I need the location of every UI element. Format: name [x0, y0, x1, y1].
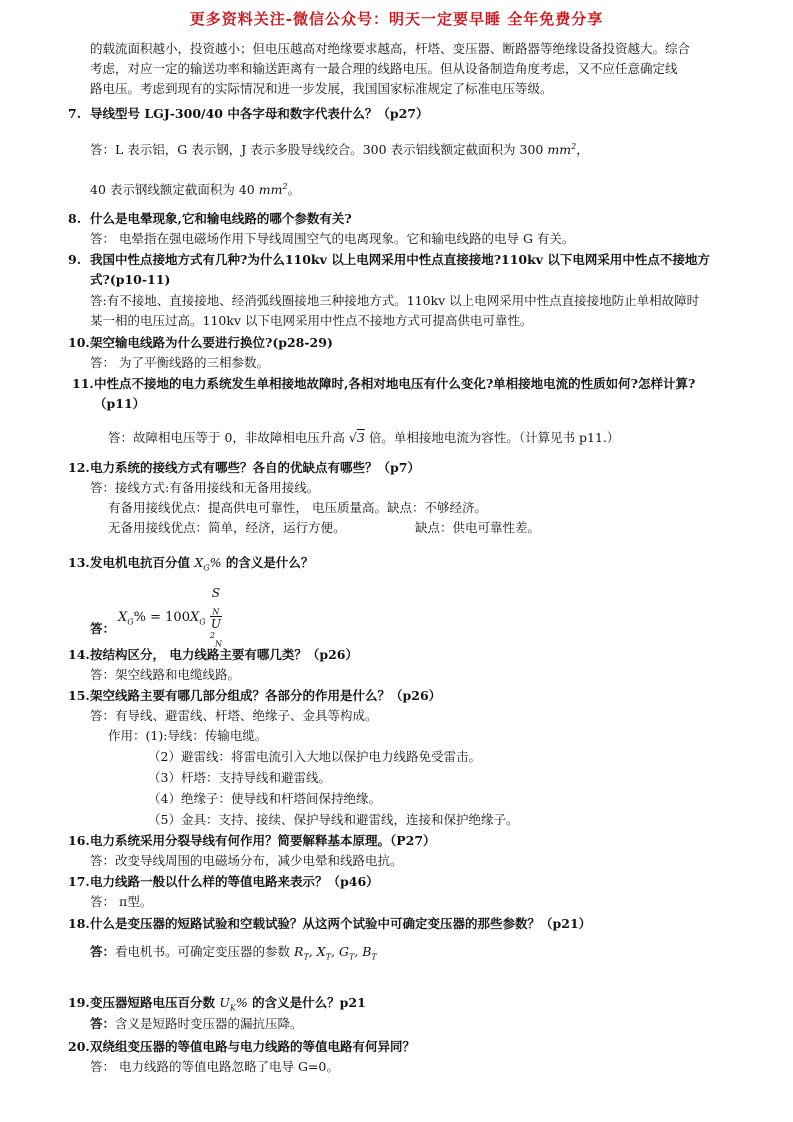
answer-15-line-2: 作用：(1):导线：传输电缆。	[108, 728, 268, 743]
symbol-xg	[194, 555, 222, 573]
param-x: X	[316, 944, 326, 959]
question-text: 按结构区分， 电力线路主要有哪几类？（p26）	[90, 647, 358, 662]
question-number: 11.	[72, 376, 94, 391]
num-symbol: S	[211, 586, 221, 600]
answer-18	[90, 942, 377, 962]
answer-8: 答： 电晕指在强电磁场作用下导线周围空气的电离现象。它和输电线路的电导 G 有关。	[90, 231, 575, 246]
answer-14: 答：架空线路和电缆线路。	[90, 667, 241, 682]
param-g: G	[338, 944, 349, 959]
question-8	[68, 209, 352, 227]
formula-13	[118, 586, 222, 649]
formula-fraction	[210, 586, 222, 649]
question-number: 13.	[68, 555, 90, 570]
den-sub: N	[214, 639, 222, 649]
question-text: 什么是电晕现象,它和输电线路的哪个参数有关?	[90, 211, 352, 226]
answer-text: 答：故障相电压等于 0，非故障相电压升高	[108, 430, 345, 445]
answer-11	[108, 428, 619, 446]
question-number: 8.	[68, 211, 82, 226]
question-text: 发电机电抗百分值	[90, 555, 191, 570]
den-symbol: U	[210, 617, 221, 632]
answer-15-item: （3）杆塔：支持导线和避雷线。	[148, 770, 331, 785]
question-9	[68, 250, 710, 268]
answer-12-line-3: 无备用接线优点：简单，经济，运行方便。	[108, 520, 346, 535]
question-text: 电力系统采用分裂导线有何作用？简要解释基本原理。（P27）	[90, 833, 436, 848]
symbol-letter: U	[219, 995, 230, 1010]
unit-text: mm	[258, 182, 283, 197]
question-text: 电力系统的接线方式有哪些？各自的优缺点有哪些？（p7）	[90, 460, 420, 475]
question-text: 架空线路主要有哪几部分组成？各部分的作用是什么？（p26）	[90, 688, 442, 703]
symbol-percent: %	[235, 995, 248, 1010]
unit-mm	[259, 182, 288, 197]
question-text: 双绕组变压器的等值电路与电力线路的等值电路有何异同？	[90, 1039, 416, 1054]
intro-line-1: 的载流面积越小，投资越小；但电压越高对绝缘要求越高，杆塔、变压器、断路器等绝缘设备投资越大。综合	[90, 41, 691, 56]
sqrt-symbol: √3	[348, 430, 365, 445]
question-text: 中性点不接地的电力系统发生单相接地故障时,各相对地电压有什么变化?单相接地电流的性质如何?怎样计算?	[94, 376, 696, 391]
formula-eq: % = 100	[133, 609, 190, 625]
question-18	[68, 914, 591, 932]
answer-17: 答： π型。	[90, 894, 153, 909]
num-sub: N	[212, 607, 220, 617]
answer-16: 答：改变导线周围的电磁场分布，减少电晕和线路电抗。	[90, 853, 403, 868]
answer-text: 含义是短路时变压器的漏抗压降。	[115, 1016, 303, 1031]
answer-15-item: （4）绝缘子：使导线和杆塔间保持绝缘。	[148, 791, 381, 806]
question-number: 18.	[68, 916, 90, 931]
answer-20: 答： 电力线路的等值电路忽略了电导 G=0。	[90, 1059, 339, 1074]
unit-exponent: 2	[282, 181, 288, 191]
param-sub: T	[371, 952, 377, 962]
unit-mm	[547, 142, 576, 157]
answer-12-line-2: 有备用接线优点：提高供电可靠性， 电压质量高。缺点：不够经济。	[108, 500, 487, 515]
question-16	[68, 831, 436, 849]
param-sub: T	[325, 952, 331, 962]
param-b: B	[362, 944, 372, 959]
question-17	[68, 872, 379, 890]
answer-12-line-1: 答：接线方式:有备用接线和无备用接线。	[90, 480, 320, 495]
answer-text: 答：L 表示铝，G 表示钢，J 表示多股导线绞合。300 表示铝线额定截面积为 300	[90, 142, 544, 157]
formula-x2-sub: G	[199, 617, 206, 627]
question-number: 9.	[68, 252, 82, 267]
question-19	[68, 993, 366, 1013]
answer-9-line-1: 答:有不接地、直接接地、经消弧线圈接地三种接地方式。110kv 以上电网采用中性点直接接地防止单相故障时	[90, 293, 700, 308]
question-number: 17.	[68, 874, 90, 889]
answer-10: 答： 为了平衡线路的三相参数。	[90, 355, 269, 370]
formula-x2: X	[189, 609, 200, 625]
unit-text: mm	[547, 142, 572, 157]
question-number: 20.	[68, 1039, 90, 1054]
fraction-numerator	[210, 586, 222, 617]
answer-19	[90, 1014, 303, 1032]
question-text: 架空输电线路为什么要进行换位?(p28-29)	[90, 335, 333, 350]
radicand: 3	[356, 430, 365, 445]
symbol-sub: K	[229, 1003, 236, 1013]
question-number: 19.	[68, 995, 90, 1010]
answer-13-label: 答：	[90, 621, 116, 636]
formula-x: X	[118, 609, 128, 625]
answer-12-line-3b: 缺点：供电可靠性差。	[415, 520, 541, 535]
answer-punct: ，	[576, 142, 589, 157]
param-sub: T	[303, 952, 309, 962]
symbol-sub: G	[203, 563, 210, 573]
question-11-cont: （p11）	[94, 396, 146, 411]
answer-7-line-2	[90, 180, 300, 198]
question-text: 我国中性点接地方式有几种?为什么110kv 以上电网采用中性点直接接地?110kv 以下电网采用中性点不接地方	[90, 252, 710, 267]
question-number: 7.	[68, 106, 82, 121]
answer-15-item: （5）金具：支持、接续、保护导线和避雷线，连接和保护绝缘子。	[148, 812, 519, 827]
question-13	[68, 553, 313, 573]
answer-15-item: （2）避雷线：将雷电流引入大地以保护电力线路免受雷击。	[148, 749, 481, 764]
answer-9-line-2: 某一相的电压过高。110kv 以下电网采用中性点不接地方式可提高供电可靠性。	[90, 313, 533, 328]
formula-x-sub: G	[127, 617, 134, 627]
symbol-uk	[219, 995, 248, 1013]
param-list: $R_T$, $X_T$, $G_T$, $B_T$	[294, 944, 377, 962]
param-sub: T	[348, 952, 355, 962]
question-number: 10.	[68, 335, 90, 350]
question-20	[68, 1037, 415, 1055]
banner-text: 更多资料关注-微信公众号：明天一定要早睡 全年免费分享	[189, 10, 604, 28]
question-text: 电力线路一般以什么样的等值电路来表示？（p46）	[90, 874, 379, 889]
symbol-letter: X	[194, 555, 204, 570]
symbol-percent: %	[209, 555, 222, 570]
question-number: 12.	[68, 460, 90, 475]
den-sup: 2	[209, 631, 215, 641]
answer-label: 答：	[90, 944, 116, 959]
param-r: R	[294, 944, 304, 959]
answer-text-2: 倍。单相接地电流为容性。（计算见书 p11.）	[368, 430, 620, 445]
question-7	[68, 104, 428, 122]
question-text: 什么是变压器的短路试验和空载试验？从这两个试验中可确定变压器的那些参数？（p21）	[90, 916, 592, 931]
unit-exponent: 2	[571, 141, 577, 151]
question-text-2: 的含义是什么？p21	[252, 995, 366, 1010]
question-10	[68, 333, 333, 351]
question-number: 15.	[68, 688, 90, 703]
intro-line-3: 路电压。考虑到现有的实际情况和进一步发展，我国国家标准规定了标准电压等级。	[90, 81, 553, 96]
answer-punct: 。	[287, 182, 301, 197]
question-15	[68, 686, 441, 704]
question-text-2: 的含义是什么？	[225, 555, 314, 570]
question-14	[68, 645, 358, 663]
intro-line-2: 考虑，对应一定的输送功率和输送距离有一最合理的线路电压。但从设备制造角度考虑，又不应任意确定线	[90, 61, 678, 76]
question-9-cont: 式?(p10-11)	[90, 272, 171, 287]
answer-label: 答：	[90, 1016, 116, 1031]
question-12	[68, 458, 420, 476]
question-number: 14.	[68, 647, 90, 662]
answer-text: 40 表示钢线额定截面积为 40	[90, 182, 255, 197]
question-number: 16.	[68, 833, 90, 848]
answer-7-line-1	[90, 140, 589, 158]
answer-text: 看电机书。可确定变压器的参数	[115, 944, 291, 959]
question-text: 导线型号 LGJ-300/40 中各字母和数字代表什么？（p27）	[90, 106, 429, 121]
question-11	[72, 374, 695, 392]
answer-15-line-1: 答：有导线、避雷线、杆塔、绝缘子、金具等构成。	[90, 708, 378, 723]
question-text: 变压器短路电压百分数	[90, 995, 216, 1010]
